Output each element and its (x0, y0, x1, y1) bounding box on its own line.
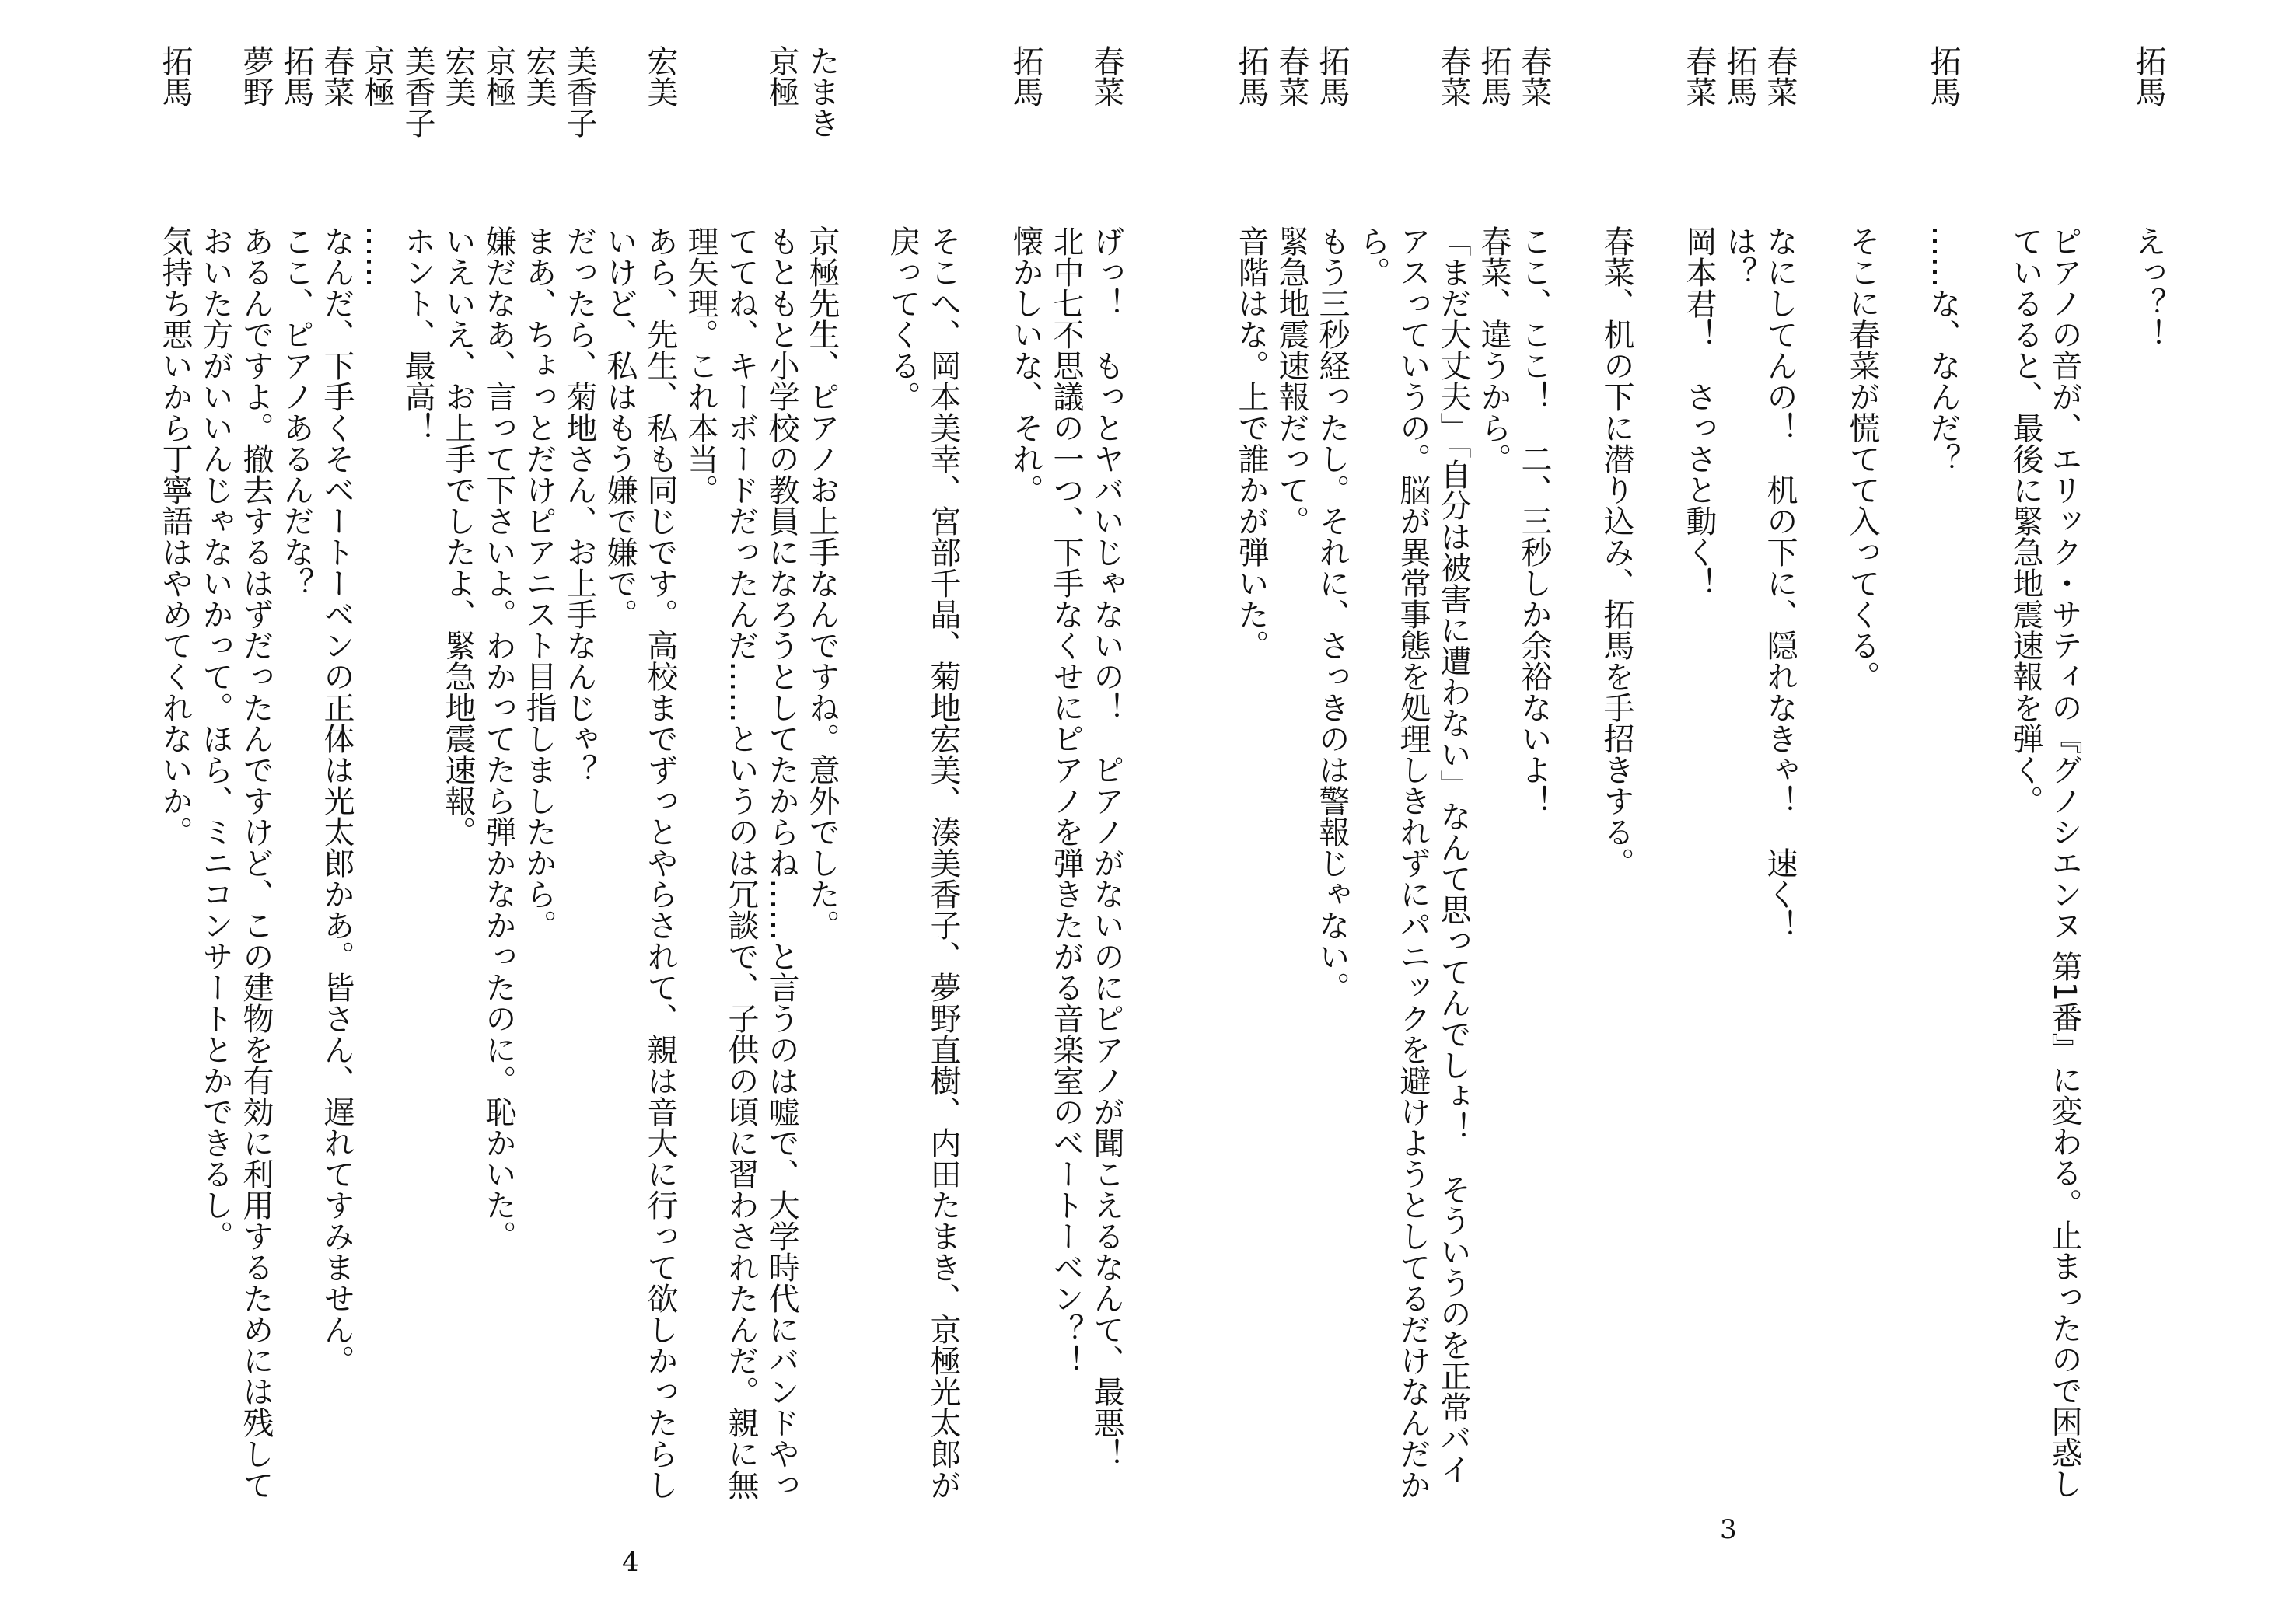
stage-direction: そこへ、岡本美幸、宮部千晶、菊地宏美、湊美香子、夢野直樹、内田たまき、京極光太郎が (925, 225, 961, 1500)
speaker-name: 拓馬 (1233, 45, 1269, 107)
stage-direction: 戻ってくる。 (885, 225, 921, 412)
script-line: なんだ、下手くそベートーベンの正体は光太郎かあ。皆さん、遅れてすみません。 (319, 225, 355, 1376)
stage-direction: そこに春菜が慌てて入ってくる。 (1844, 225, 1880, 692)
script-line: アスっていうの。脳が異常事態を処理しきれずにパニックを避けようとしてるだけなんだか (1395, 225, 1431, 1500)
script-line: いけど、私はもう嫌で嫌で。 (602, 225, 638, 630)
speaker-name: 拓馬 (1925, 45, 1961, 107)
script-line: もともと小学校の教員になろうとしてたからね……と言うのは嘘で、大学時代にバンドやっ (764, 225, 799, 1500)
speaker-name: 美香子 (400, 45, 435, 138)
speaker-name: 拓馬 (1314, 45, 1350, 107)
script-line: 緊急地震速報だって。 (1274, 225, 1309, 536)
script-line: 春菜、違うから。 (1476, 225, 1511, 474)
speaker-name: 京極 (481, 45, 516, 107)
script-line: 岡本君！ さっさと動く！ (1681, 225, 1717, 599)
script-line: ら。 (1354, 225, 1390, 288)
script-line: なにしてんの！ 机の下に、隠れなきゃ！ 速く！ (1762, 225, 1798, 941)
speaker-name: 春菜 (1681, 45, 1717, 107)
script-line: まあ、ちょっとだけピアニスト目指しましたから。 (521, 225, 557, 941)
script-line: おいた方がいいんじゃないかって。ほら、ミニコンサートとかできるし。 (197, 225, 233, 1251)
script-line: 北中七不思議の一つ、下手なくせにピアノを弾きたがる音楽室のベートーベン？！ (1048, 225, 1084, 1376)
speaker-name: 春菜 (1274, 45, 1309, 107)
speaker-name: 春菜 (1435, 45, 1471, 107)
speaker-name: 拓馬 (1721, 45, 1757, 107)
speaker-name: 宏美 (440, 45, 476, 107)
script-line: 音階はな。上で誰かが弾いた。 (1233, 225, 1269, 661)
speaker-name: 美香子 (561, 45, 597, 138)
script-line: ホント、最高！ (400, 225, 435, 443)
script-line: あら、先生、私も同じです。高校までずっとやらされて、親は音大に行って欲しかったらし (642, 225, 678, 1500)
stage-direction: ピアノの音が、エリック・サティの『グノシエンヌ 第1番』に変わる。止まったので困惑し (2046, 225, 2082, 1499)
script-line: ……な、なんだ？ (1925, 225, 1961, 474)
script-line: は？ (1721, 225, 1757, 288)
script-line: いえいえ、お上手でしたよ、緊急地震速報。 (440, 225, 476, 847)
speaker-name: 京極 (359, 45, 395, 107)
script-line: だったら、菊地さん、お上手なんじゃ？ (561, 225, 597, 785)
speaker-name: 春菜 (1089, 45, 1124, 107)
script-line: もう三秒経ったし。それに、さっきのは警報じゃない。 (1314, 225, 1350, 1003)
script-line: 気持ち悪いから丁寧語はやめてくれないか。 (157, 225, 193, 847)
page-number: 4 (622, 1547, 639, 1578)
script-line: 「まだ大丈夫」「自分は被害に遭わない」なんて思ってんでしょ！ そういうのを正常バイ (1435, 225, 1471, 1485)
speaker-name: 春菜 (1762, 45, 1798, 107)
stage-direction: 春菜、机の下に潜り込み、拓馬を手招きする。 (1599, 225, 1634, 878)
script-line: 理矢理。これ本当。 (683, 225, 718, 505)
speaker-name: たまき (804, 45, 840, 138)
speaker-name: 拓馬 (278, 45, 314, 107)
script-line: 京極先生、ピアノお上手なんですね。意外でした。 (804, 225, 840, 941)
script-line: えっ？！ (2130, 225, 2166, 350)
speaker-name: 夢野 (238, 45, 274, 107)
speaker-name: 春菜 (1516, 45, 1552, 107)
script-line: …… (359, 225, 395, 288)
speaker-name: 拓馬 (1008, 45, 1043, 107)
script-line: ここ、ここ！ 二、三秒しか余裕ないよ！ (1516, 225, 1552, 816)
speaker-name: 宏美 (642, 45, 678, 107)
speaker-name: 拓馬 (157, 45, 193, 107)
speaker-name: 宏美 (521, 45, 557, 107)
script-line: 嫌だなあ、言って下さいよ。わかってたら弾かなかったのに。恥かいた。 (481, 225, 516, 1251)
speaker-name: 拓馬 (2130, 45, 2166, 107)
script-line: 懐かしいな、それ。 (1008, 225, 1043, 505)
speaker-name: 春菜 (319, 45, 355, 107)
stage-direction: ているると、最後に緊急地震速報を弾く。 (2008, 225, 2043, 816)
speaker-name: 京極 (764, 45, 799, 107)
script-line: あるんですよ。撤去するはずだったんですけど、この建物を有効に利用するためには残して (238, 225, 274, 1500)
page-number: 3 (1720, 1514, 1737, 1545)
speaker-name: 拓馬 (1476, 45, 1511, 107)
script-line: ここ、ピアノあるんだな？ (278, 225, 314, 599)
script-line: ててね、キーボードだったんだ……というのは冗談で、子供の頃に習わされたんだ。親に無 (723, 225, 759, 1500)
script-line: げっ！ もっとヤバいじゃないの！ ピアノがないのにピアノが聞こえるなんて、最悪！ (1089, 225, 1124, 1469)
